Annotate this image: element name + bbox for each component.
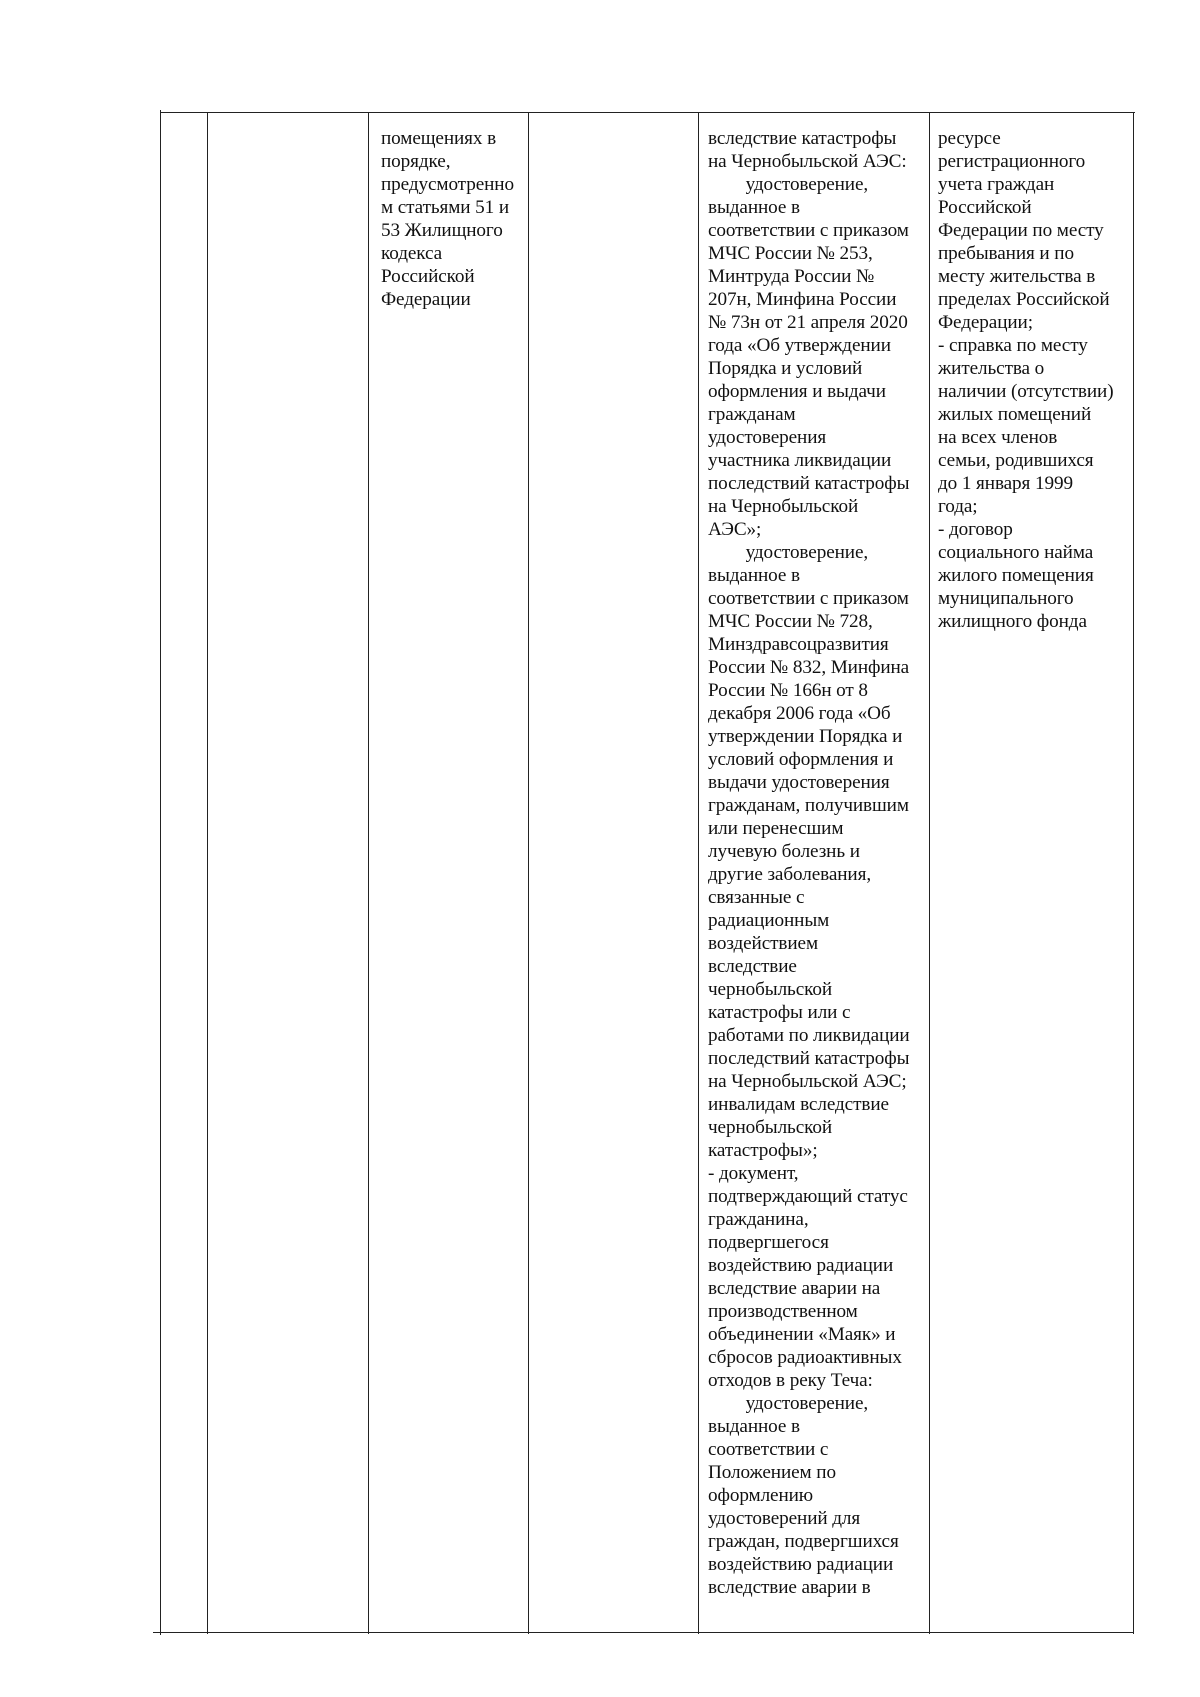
column-divider-5 (929, 112, 930, 1634)
text-line: м статьями 51 и (381, 197, 510, 218)
text-line: гражданам, получившим (708, 795, 909, 816)
text-line: вследствие аварии в (708, 1577, 871, 1598)
text-line: - документ, (708, 1163, 799, 1184)
text-line: пребывания и по (938, 243, 1074, 264)
text-line: помещениях в (381, 128, 497, 149)
text-line: Российской (381, 266, 475, 287)
text-line: удостоверение, (708, 542, 869, 563)
text-line: выданное в (708, 197, 800, 218)
text-line: последствий катастрофы (708, 473, 910, 494)
text-line: Российской (938, 197, 1032, 218)
text-line: соответствии с приказом (708, 588, 909, 609)
text-line: 53 Жилищного (381, 220, 503, 241)
text-line: удостоверение, (708, 1393, 869, 1414)
text-line: выданное в (708, 1416, 800, 1437)
text-line: наличии (отсутствии) (938, 381, 1114, 402)
text-line: работами по ликвидации (708, 1025, 910, 1046)
text-line: Федерации (381, 289, 471, 310)
column-divider-1 (207, 112, 208, 1634)
text-line: МЧС России № 253, (708, 243, 873, 264)
text-line: сбросов радиоактивных (708, 1347, 902, 1368)
text-line: Федерации по месту (938, 220, 1104, 241)
text-line: порядке, (381, 151, 451, 172)
text-line: лучевую болезнь и (708, 841, 860, 862)
text-line: инвалидам вследствие (708, 1094, 889, 1115)
text-line: гражданина, (708, 1209, 809, 1230)
text-line: чернобыльской (708, 979, 833, 1000)
text-line: катастрофы»; (708, 1140, 818, 1161)
text-line: ресурсе (938, 128, 1001, 149)
text-line: удостоверение, (708, 174, 869, 195)
text-line: последствий катастрофы (708, 1048, 910, 1069)
text-line: социального найма (938, 542, 1094, 563)
text-line: воздействию радиации (708, 1255, 894, 1276)
text-line: года; (938, 496, 978, 517)
text-line: участника ликвидации (708, 450, 892, 471)
cell-documents-list (708, 127, 910, 1599)
text-line: отходов в реку Теча: (708, 1370, 873, 1391)
text-line: Минтруда России № (708, 266, 875, 287)
text-line: другие заболевания, (708, 864, 872, 885)
text-line: до 1 января 1999 (938, 473, 1073, 494)
text-line: на Чернобыльской АЭС; (708, 1071, 907, 1092)
cell-requested-documents (938, 127, 1114, 633)
text-line: воздействию радиации (708, 1554, 894, 1575)
text-line: России № 832, Минфина (708, 657, 910, 678)
text-line: оформления и выдачи (708, 381, 886, 402)
text-line: на Чернобыльской АЭС: (708, 151, 907, 172)
table-top-border (160, 112, 1135, 113)
text-line: объединении «Маяк» и (708, 1324, 896, 1345)
text-line: Федерации; (938, 312, 1033, 333)
text-line: катастрофы или с (708, 1002, 851, 1023)
text-line: на Чернобыльской (708, 496, 859, 517)
text-line: жилищного фонда (938, 611, 1087, 632)
table-right-border (1133, 112, 1134, 1634)
text-line: подвергшегося (708, 1232, 829, 1253)
text-line: - справка по месту (938, 335, 1088, 356)
text-line: декабря 2006 года «Об (708, 703, 891, 724)
text-line: учета граждан (938, 174, 1055, 195)
text-line: года «Об утверждении (708, 335, 891, 356)
text-line: воздействием (708, 933, 818, 954)
text-line: подтверждающий статус (708, 1186, 908, 1207)
text-line: утверждении Порядка и (708, 726, 903, 747)
column-divider-2 (368, 112, 369, 1634)
text-line: кодекса (381, 243, 443, 264)
text-line: вследствие аварии на (708, 1278, 881, 1299)
text-line: радиационным (708, 910, 830, 931)
text-line: жилого помещения (938, 565, 1094, 586)
text-line: МЧС России № 728, (708, 611, 873, 632)
text-line: № 73н от 21 апреля 2020 (708, 312, 908, 333)
text-line: муниципального (938, 588, 1074, 609)
text-line: семьи, родившихся (938, 450, 1094, 471)
text-line: - договор (938, 519, 1013, 540)
text-line: или перенесшим (708, 818, 844, 839)
text-line: Положением по (708, 1462, 836, 1483)
text-line: соответствии с приказом (708, 220, 909, 241)
text-line: соответствии с (708, 1439, 829, 1460)
table-bottom-border (153, 1632, 1133, 1633)
text-line: чернобыльской (708, 1117, 833, 1138)
text-line: удостоверений для (708, 1508, 861, 1529)
text-line: жительства о (938, 358, 1045, 379)
cell-housing-conditions (381, 127, 514, 311)
text-line: гражданам (708, 404, 796, 425)
text-line: выданное в (708, 565, 800, 586)
text-line: связанные с (708, 887, 805, 908)
text-line: граждан, подвергшихся (708, 1531, 899, 1552)
column-divider-4 (698, 112, 699, 1634)
text-line: месту жительства в (938, 266, 1096, 287)
text-line: вследствие (708, 956, 797, 977)
text-line: производственном (708, 1301, 858, 1322)
text-line: 207н, Минфина России (708, 289, 897, 310)
table-left-border (160, 110, 161, 1635)
text-line: условий оформления и (708, 749, 894, 770)
text-line: России № 166н от 8 (708, 680, 868, 701)
text-line: выдачи удостоверения (708, 772, 890, 793)
text-line: удостоверения (708, 427, 827, 448)
text-line: Порядка и условий (708, 358, 863, 379)
text-line: регистрационного (938, 151, 1086, 172)
column-divider-3 (528, 112, 529, 1634)
text-line: предусмотренно (381, 174, 514, 195)
text-line: Минздравсоцразвития (708, 634, 889, 655)
text-line: пределах Российской (938, 289, 1110, 310)
text-line: вследствие катастрофы (708, 128, 897, 149)
text-line: на всех членов (938, 427, 1058, 448)
text-line: оформлению (708, 1485, 814, 1506)
text-line: жилых помещений (938, 404, 1092, 425)
text-line: АЭС»; (708, 519, 762, 540)
